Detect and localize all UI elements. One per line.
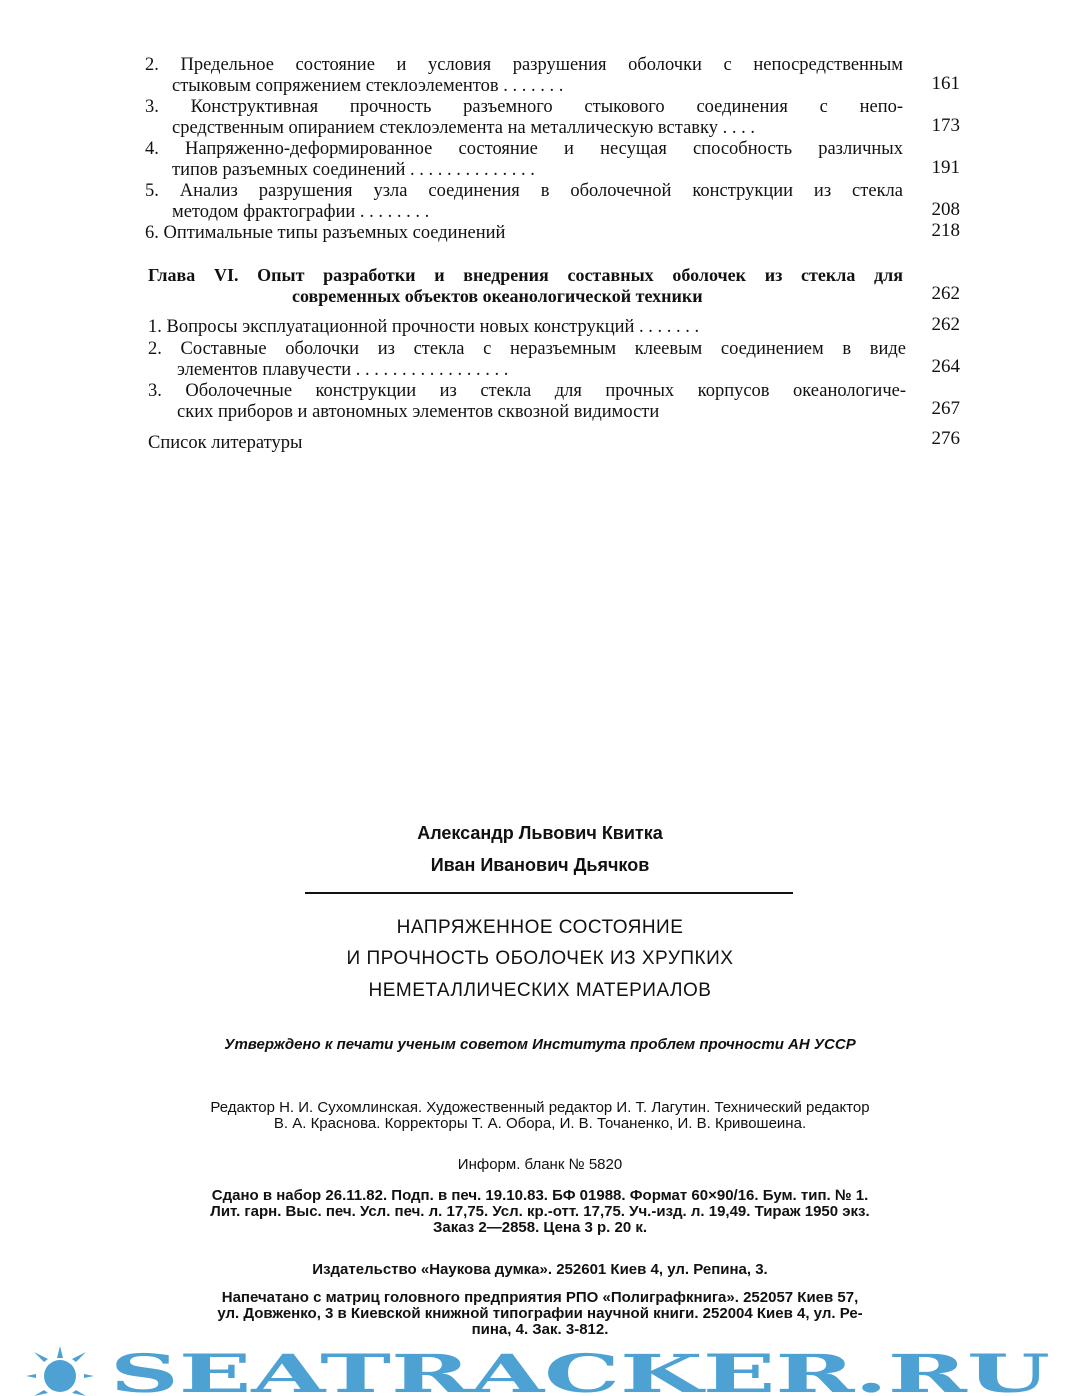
toc-page: 173 xyxy=(931,115,960,136)
book-title-line: И ПРОЧНОСТЬ ОБОЛОЧЕК ИЗ ХРУПКИХ xyxy=(346,948,734,969)
toc-line: 3. Оболочечные конструкции из стекла для прочных корпусов океанологиче- xyxy=(148,381,906,401)
toc-page: 276 xyxy=(931,428,960,449)
toc-line: типов разъемных соединений . . . . . . . . . . . . . . xyxy=(172,160,535,180)
inform-blank: Информ. бланк № 5820 xyxy=(457,1156,623,1173)
toc-line: методом фрактографии . . . . . . . . xyxy=(172,202,430,222)
publisher-line: Издательство «Наукова думка». 252601 Киев 4, ул. Репина, 3. xyxy=(312,1261,768,1278)
divider xyxy=(305,892,793,894)
book-title-line: НАПРЯЖЕННОЕ СОСТОЯНИЕ xyxy=(396,917,684,938)
approval-note: Утверждено к печати ученым советом Института проблем прочности АН УССР xyxy=(224,1036,856,1053)
editors-line: Редактор Н. И. Сухомлинская. Художественный редактор И. Т. Лагутин. Технический редактор xyxy=(210,1099,870,1116)
toc-line: 6. Оптимальные типы разъемных соединений xyxy=(145,223,506,243)
printer-line: ул. Довженко, 3 в Киевской книжной типографии научной книги. 252004 Киев 4, ул. Ре- xyxy=(217,1305,863,1322)
imprint-line: Заказ 2—2858. Цена 3 р. 20 к. xyxy=(432,1219,648,1236)
author-name: Александр Львович Квитка xyxy=(417,823,663,843)
toc-line: ских приборов и автономных элементов сквозной видимости xyxy=(177,402,660,422)
toc-line: 2. Предельное состояние и условия разрушения оболочки с непосредственным xyxy=(145,55,903,75)
toc-line: Список литературы xyxy=(148,433,303,453)
toc-line: элементов плавучести . . . . . . . . . . . . . . . . . xyxy=(177,360,509,380)
toc-line: 2. Составные оболочки из стекла с неразъемным клеевым соединением в виде xyxy=(148,339,906,359)
toc-page: 267 xyxy=(931,398,960,419)
toc-page: 191 xyxy=(931,157,960,178)
toc-line: 4. Напряженно-деформированное состояние и несущая способность различных xyxy=(145,139,903,159)
svg-text:SEATRACKER.RU: SEATRACKER.RU xyxy=(110,1346,1050,1396)
imprint-line: Лит. гарн. Выс. печ. Усл. печ. л. 17,75. Усл. кр.-отт. 17,75. Уч.-изд. л. 19,49. Тираж 1950 экз. xyxy=(210,1203,870,1220)
toc-page: 161 xyxy=(931,73,960,94)
editors-line: В. А. Краснова. Корректоры Т. А. Обора, И. В. Точаненко, И. В. Кривошеина. xyxy=(273,1115,807,1132)
toc-page: 262 xyxy=(931,314,960,335)
toc-line: 3. Конструктивная прочность разъемного стыкового соединения с непо- xyxy=(145,97,903,117)
printer-line: пина, 4. Зак. 3-812. xyxy=(471,1321,609,1338)
toc-line: стыковым сопряжением стеклоэлементов . . . . . . . xyxy=(172,76,564,96)
toc-line: средственным опиранием стеклоэлемента на металлическую вставку . . . . xyxy=(172,118,755,138)
toc-page: 262 xyxy=(931,283,960,304)
printer-line: Напечатано с матриц головного предприятия РПО «Полиграфкнига». 252057 Киев 57, xyxy=(221,1289,859,1306)
chapter-heading: современных объектов океанологической техники xyxy=(292,286,703,306)
toc-line: 1. Вопросы эксплуатационной прочности новых конструкций . . . . . . . xyxy=(148,317,700,337)
toc-page: 218 xyxy=(931,220,960,241)
toc-line: 5. Анализ разрушения узла соединения в оболочечной конструкции из стекла xyxy=(145,181,903,201)
toc-page: 208 xyxy=(931,199,960,220)
author-name: Иван Иванович Дьячков xyxy=(430,855,650,875)
imprint-line: Сдано в набор 26.11.82. Подп. в печ. 19.10.83. БФ 01988. Формат 60×90/16. Бум. тип. № 1. xyxy=(211,1187,869,1204)
chapter-heading: Глава VI. Опыт разработки и внедрения составных оболочек из стекла для xyxy=(148,265,903,285)
sun-logo-icon xyxy=(26,1346,94,1396)
watermark xyxy=(0,1346,1080,1396)
toc-page: 264 xyxy=(931,356,960,377)
book-title-line: НЕМЕТАЛЛИЧЕСКИХ МАТЕРИАЛОВ xyxy=(368,980,712,1001)
